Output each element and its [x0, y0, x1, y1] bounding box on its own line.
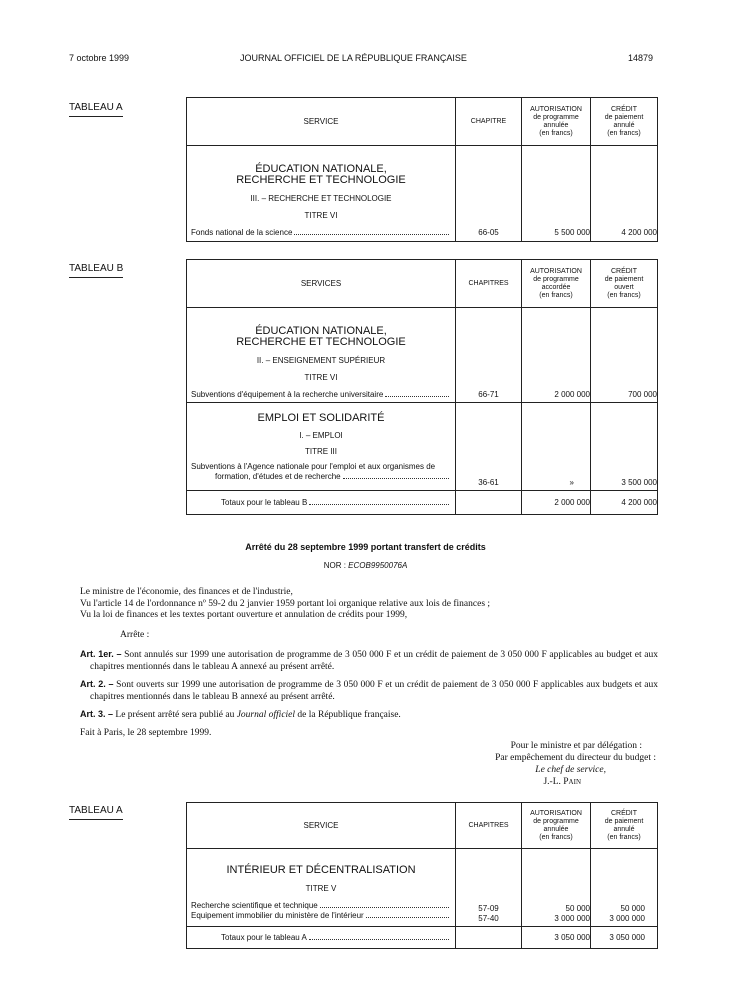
total-credit: 4 200 000 [591, 491, 658, 515]
nor-line: NOR : ECOB9950076A [323, 561, 408, 570]
paragraph: Vu la loi de finances et les textes portant ouverture et annulation de crédits pour 1999, [80, 610, 408, 620]
chapter-cells: 57-09 57-40 [456, 849, 522, 927]
table-row: Equipement immobilier du ministère de l'intérieur [191, 911, 451, 921]
col-chapitre: CHAPITRE [456, 98, 522, 146]
arrete-title: Arrêté du 28 septembre 1999 portant transfert de crédits [245, 542, 486, 552]
credit-cell: 3 500 000 [591, 403, 658, 491]
table-row: Subventions d'équipement à la recherche universitaire [191, 390, 451, 400]
col-service: SERVICE [187, 98, 456, 146]
titre-heading: TITRE III [305, 447, 337, 456]
paragraph: Vu l'article 14 de l'ordonnance nº 59-2 du 2 janvier 1959 portant loi organique relative aux lois de finances ; [80, 598, 491, 609]
page-number: 14879 [628, 53, 654, 63]
section-heading: III. – RECHERCHE ET TECHNOLOGIE [250, 194, 392, 203]
table-label: TABLEAU A [69, 102, 123, 117]
titre-heading: TITRE V [305, 884, 337, 893]
col-autorisation: AUTORISATION de programme annulée (en francs) [522, 98, 591, 146]
paragraph: Le ministre de l'économie, des finances et de l'industrie, [80, 587, 293, 597]
ministry-heading: ÉDUCATION NATIONALE, [255, 163, 387, 175]
ministry-heading-2: RECHERCHE ET TECHNOLOGIE [236, 174, 406, 186]
table-row: Fonds national de la science [191, 228, 451, 238]
table-row: Recherche scientifique et technique [191, 901, 451, 911]
credit-cell: 700 000 [591, 308, 658, 403]
col-credit: CRÉDIT de paiement ouvert (en francs) [591, 260, 658, 308]
total-row: Totaux pour le tableau B [221, 498, 451, 508]
credit-cell: 4 200 000 [591, 146, 658, 242]
table-row-line-2: formation, d'études et de recherche [191, 472, 451, 482]
ministry-heading: EMPLOI ET SOLIDARITÉ [257, 412, 385, 424]
titre-heading: TITRE VI [304, 211, 338, 220]
section-heading: I. – EMPLOI [299, 431, 343, 440]
total-auth: 3 050 000 [522, 927, 591, 949]
col-chapitres: CHAPITRES [456, 803, 522, 849]
fait-line: Fait à Paris, le 28 septembre 1999. [80, 727, 212, 738]
col-services: SERVICES [187, 260, 456, 308]
col-autorisation: AUTORISATION de programme annulée (en francs) [522, 803, 591, 849]
ministry-heading: ÉDUCATION NATIONALE, [255, 325, 387, 337]
chapter-cell: 66-71 [456, 308, 522, 403]
table-a-1 [186, 97, 658, 242]
table-label: TABLEAU B [69, 263, 123, 278]
col-service: SERVICE [187, 803, 456, 849]
chapter-cell: 36-61 [456, 403, 522, 491]
table-label: TABLEAU A [69, 805, 123, 820]
arrete-word: Arrête : [120, 629, 150, 640]
titre-heading: TITRE VI [304, 373, 338, 382]
table-b [186, 259, 658, 515]
total-auth: 2 000 000 [522, 491, 591, 515]
ministry-heading-2: RECHERCHE ET TECHNOLOGIE [236, 336, 406, 348]
total-row: Totaux pour le tableau A [221, 933, 451, 943]
auth-cell: » [522, 403, 591, 491]
table-row-line-1: Subventions à l'Agence nationale pour l'emploi et aux organismes de [191, 462, 436, 471]
col-credit: CRÉDIT de paiement annulé (en francs) [591, 98, 658, 146]
page-date: 7 octobre 1999 [69, 53, 130, 63]
article-2: Art. 2. – Sont ouverts sur 1999 une autorisation de programme de 3 050 000 F et un crédit de paiement de 3 050 000 F applicables aux budgets et aux chapitres mentionnés dans le tableau B annexé au présent arrêté. [80, 679, 659, 702]
auth-cell: 5 500 000 [522, 146, 591, 242]
chapter-cell: 66-05 [456, 146, 522, 242]
table-a-2 [186, 802, 658, 949]
article-3: Art. 3. – Le présent arrêté sera publié au Journal officiel de la République française. [80, 709, 401, 720]
arrete-body [80, 587, 658, 739]
journal-title: JOURNAL OFFICIEL DE LA RÉPUBLIQUE FRANÇAISE [240, 53, 467, 63]
credit-cells: 50 000 3 000 000 [591, 849, 658, 927]
auth-cell: 2 000 000 [522, 308, 591, 403]
section-heading: II. – ENSEIGNEMENT SUPÉRIEUR [256, 356, 386, 365]
col-credit: CRÉDIT de paiement annulé (en francs) [591, 803, 658, 849]
article-1: Art. 1er. – Sont annulés sur 1999 une autorisation de programme de 3 050 000 F et un crédit de paiement de 3 050 000 F applicables au budget et aux chapitres mentionnés dans le tableau A annexé au présent arrêté. [80, 649, 658, 672]
total-credit: 3 050 000 [591, 927, 658, 949]
col-chapitres: CHAPITRES [456, 260, 522, 308]
signature-block: Pour le ministre et par délégation : Par empêchement du directeur du budget : Le chef de service, J.-L. Pain [495, 741, 656, 787]
col-autorisation: AUTORISATION de programme accordée (en francs) [522, 260, 591, 308]
auth-cells: 50 000 3 000 000 [522, 849, 591, 927]
ministry-heading: INTÉRIEUR ET DÉCENTRALISATION [226, 864, 416, 876]
